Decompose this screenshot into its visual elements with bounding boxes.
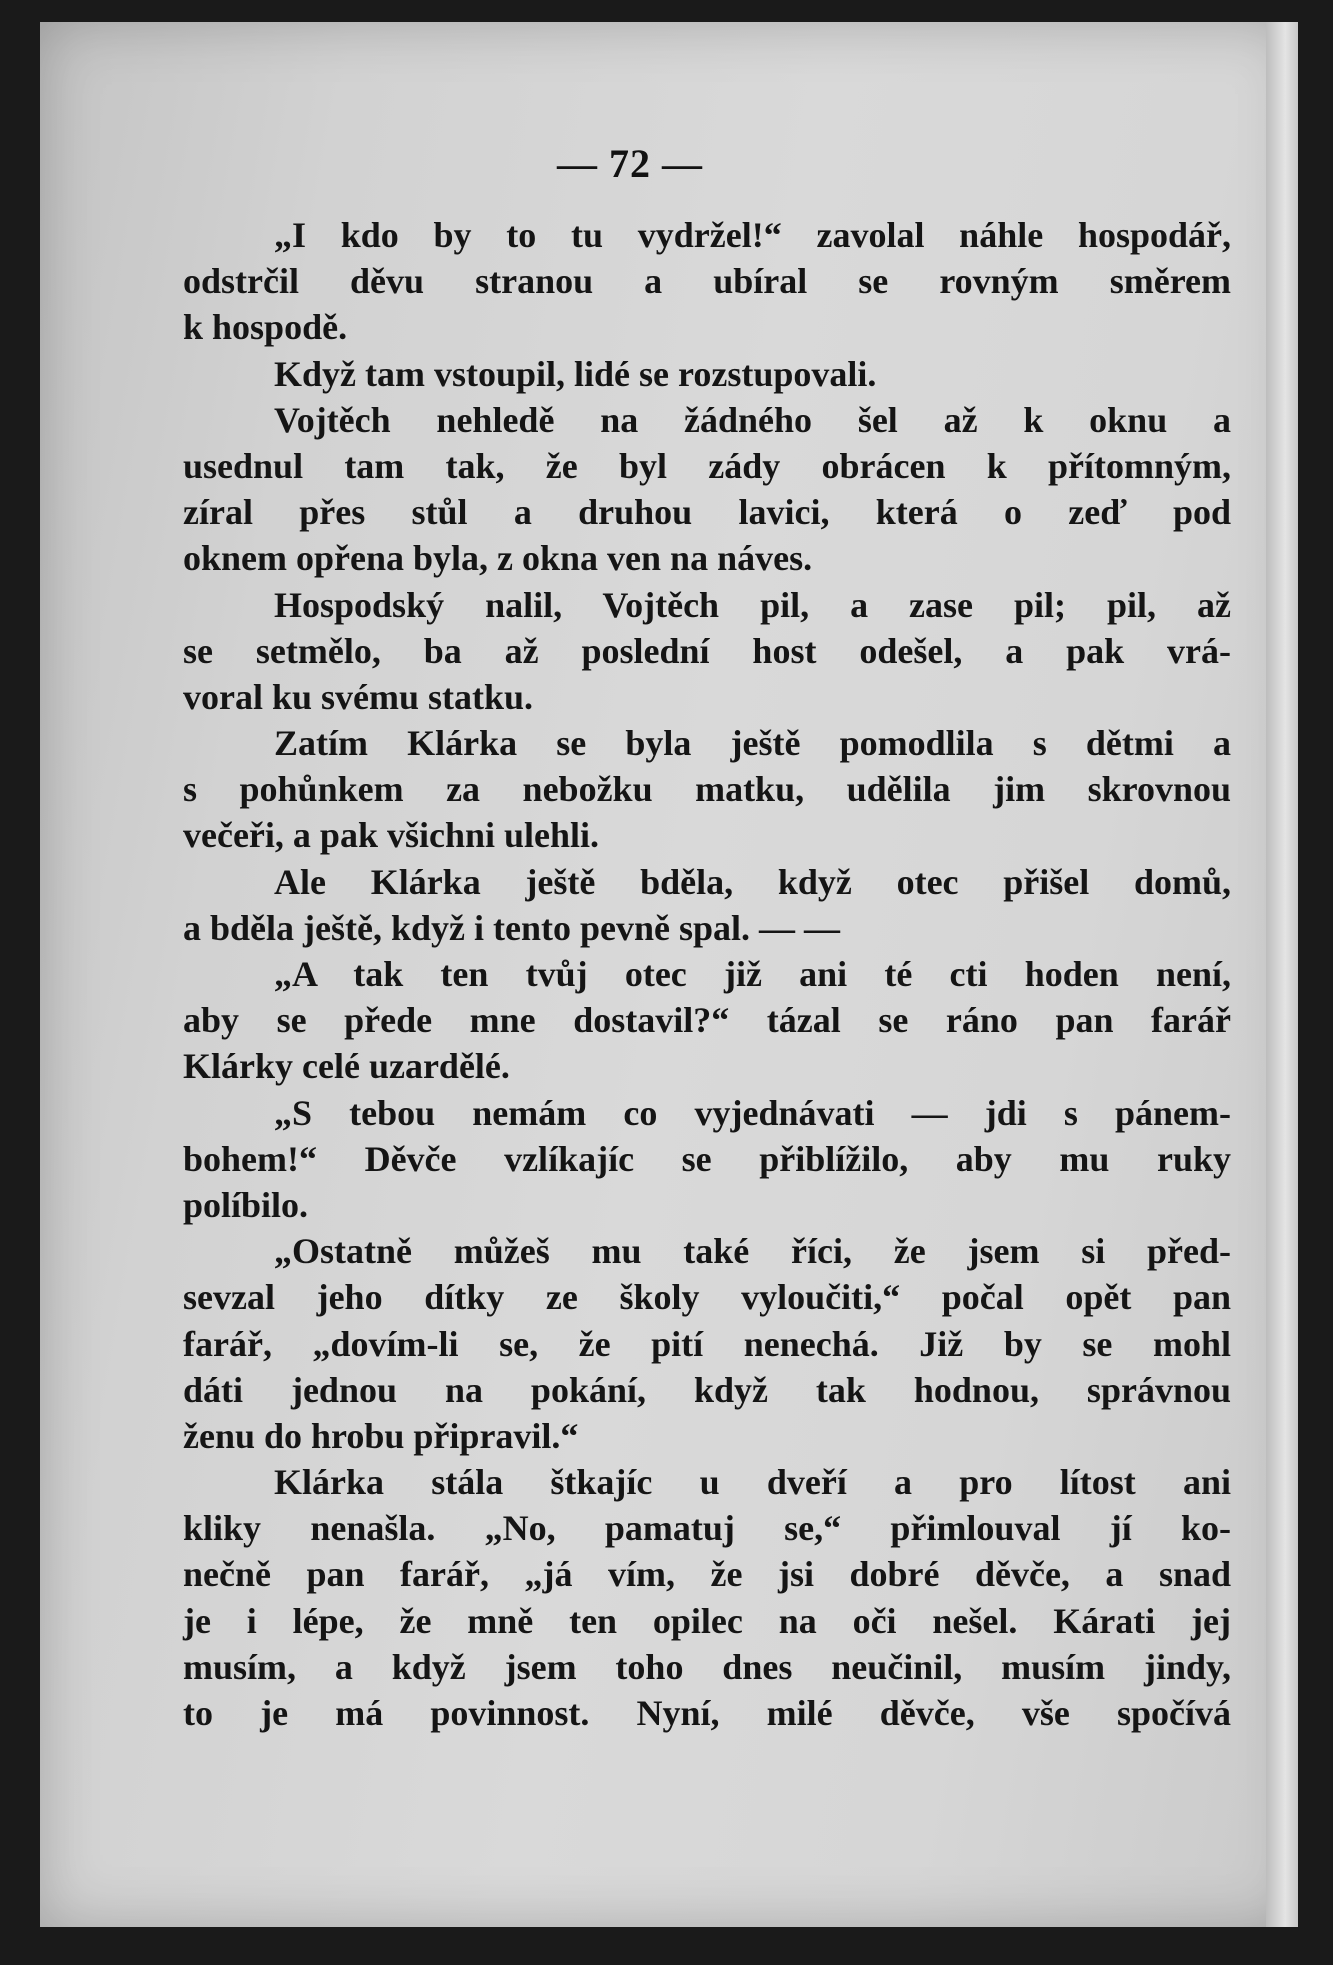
text-line: „I kdo by to tu vydržel!“ zavolal náhle hospodář, (274, 215, 1231, 255)
text-line: usednul tam tak, že byl zády obrácen k přítomným, (183, 445, 1231, 486)
text-line: Klárka stála štkajíc u dveří a pro lítost ani (274, 1462, 1231, 1503)
text-line: „S tebou nemám co vyjednávati — jdi s pánem- (274, 1092, 1231, 1133)
text-line: to je má povinnost. Nyní, milé děvče, vše spočívá (183, 1693, 1231, 1733)
text-line: Když tam vstoupil, lidé se rozstupovali. (274, 353, 877, 394)
text-line: Klárky celé uzardělé. (183, 1046, 510, 1087)
text-line: Ale Klárka ještě bděla, když otec přišel domů, (274, 861, 1231, 902)
text-line: „A tak ten tvůj otec již ani té cti hoden není, (274, 954, 1231, 994)
text-line: se setmělo, ba až poslední host odešel, a pak vrá- (183, 630, 1231, 671)
text-line: Zatím Klárka se byla ještě pomodlila s dětmi a (274, 723, 1231, 764)
text-line: voral ku svému statku. (183, 676, 534, 717)
text-line: aby se přede mne dostavil?“ tázal se ráno pan farář (183, 1000, 1231, 1041)
text-line: zíral přes stůl a druhou lavici, která o zeď pod (183, 492, 1231, 533)
text-line: a bděla ještě, když i tento pevně spal. — — (183, 907, 840, 948)
text-line: odstrčil děvu stranou a ubíral se rovným směrem (183, 261, 1231, 302)
text-line: večeři, a pak všichni ulehli. (183, 815, 600, 856)
text-line: bohem!“ Děvče vzlíkajíc se přiblížilo, aby mu ruky (183, 1138, 1231, 1179)
text-line: je i lépe, že mně ten opilec na oči nešel. Kárati jej (183, 1600, 1231, 1641)
text-line: políbilo. (183, 1184, 309, 1225)
text-line: k hospodě. (183, 307, 348, 348)
body-text (183, 212, 1231, 1736)
text-line: nečně pan farář, „já vím, že jsi dobré děvče, a snad (183, 1554, 1231, 1595)
text-line: ženu do hrobu připravil.“ (183, 1415, 579, 1456)
text-line: s pohůnkem za nebožku matku, udělila jim skrovnou (183, 769, 1231, 810)
page-number: — 72 — (557, 141, 703, 186)
text-line: farář, „dovím-li se, že pití nenechá. Již by se mohl (183, 1323, 1231, 1364)
text-line: musím, a když jsem toho dnes neučinil, musím jindy, (183, 1646, 1231, 1687)
text-line: dáti jednou na pokání, když tak hodnou, správnou (183, 1369, 1231, 1410)
text-line: oknem opřena byla, z okna ven na náves. (183, 538, 813, 579)
text-line: sevzal jeho dítky ze školy vyloučiti,“ počal opět pan (183, 1277, 1231, 1318)
text-line: „Ostatně můžeš mu také říci, že jsem si před- (274, 1231, 1231, 1272)
text-line: Hospodský nalil, Vojtěch pil, a zase pil; pil, až (274, 584, 1231, 625)
text-line: Vojtěch nehledě na žádného šel až k oknu a (274, 399, 1231, 440)
page-edge (1266, 22, 1298, 1927)
text-line: kliky nenašla. „No, pamatuj se,“ přimlouval jí ko- (183, 1508, 1231, 1549)
